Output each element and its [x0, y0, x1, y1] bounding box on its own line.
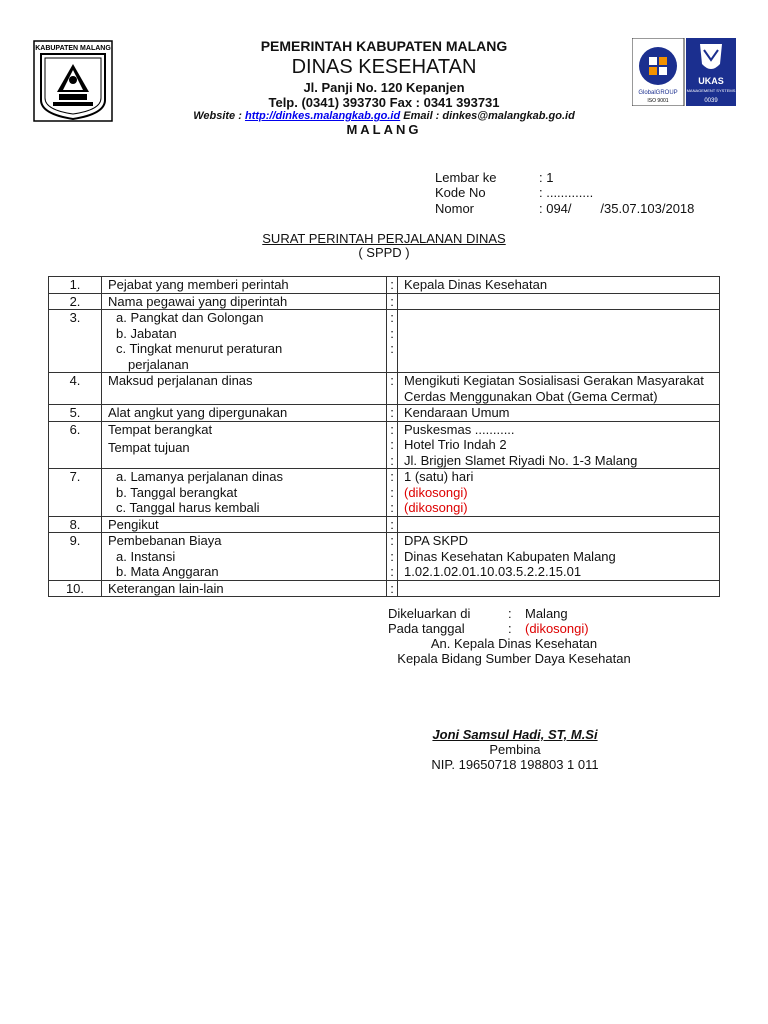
document-title: SURAT PERINTAH PERJALANAN DINAS [262, 231, 506, 246]
sub-label: b. Jabatan [116, 325, 177, 341]
sub-label: perjalanan [128, 356, 189, 372]
table-row [49, 277, 720, 294]
address-line: Jl. Panji No. 120 Kepanjen [303, 80, 465, 95]
row-number: 4. [49, 373, 102, 405]
signer-name: Joni Samsul Hadi, ST, M.Si [432, 727, 598, 742]
issued-at-label: Dikeluarkan di [388, 606, 471, 621]
row-value: Kepala Dinas Kesehatan [398, 277, 720, 294]
signer-rank: Pembina [489, 742, 541, 757]
row-label: Tempat berangkat Tempat tujuan [102, 421, 387, 469]
logo-left-label: KABUPATEN MALANG [35, 45, 111, 52]
row-value [398, 516, 720, 533]
table-row [49, 405, 720, 422]
row-number: 10. [49, 580, 102, 597]
meta-value: : 1 [539, 170, 554, 185]
meta-key: Kode No [435, 185, 486, 200]
cert-group-label: GlobalGROUP [638, 90, 678, 96]
cert-num-label: 0039 [704, 98, 718, 104]
issued-date-value: (dikosongi) [525, 621, 589, 636]
meta-value: : 094/ /35.07.103/2018 [539, 201, 695, 216]
row-colon: : [387, 373, 398, 405]
table-row [49, 421, 720, 469]
meta-value: : ............. [539, 185, 594, 200]
row-colon: : [387, 277, 398, 294]
row-value: Kendaraan Umum [398, 405, 720, 422]
row-label: Maksud perjalanan dinas [102, 373, 387, 405]
website-link[interactable]: http://dinkes.malangkab.go.id [244, 110, 401, 122]
row-number: 9. [49, 533, 102, 581]
table-row [49, 533, 720, 581]
cert-ukas-label: UKAS [698, 76, 724, 86]
row-value [398, 293, 720, 310]
row-label: Nama pegawai yang diperintah [102, 293, 387, 310]
row-colon: : [387, 516, 398, 533]
sub-label: c. Tingkat menurut peraturan [116, 341, 283, 356]
empty-date-note: (dikosongi) [404, 484, 468, 500]
row-value: DPA SKPD Dinas Kesehatan Kabupaten Malang 1.02.1.02.01.10.03.5.2.2.15.01 [398, 533, 720, 581]
row-colon: : : : [387, 533, 398, 581]
row-label [102, 310, 387, 373]
signer-nip: NIP. 19650718 198803 1 011 [431, 757, 599, 772]
row-value: Mengikuti Kegiatan Sosialisasi Gerakan Masyarakat Cerdas Menggunakan Obat (Gema Cermat) [398, 373, 720, 405]
row-number: 3. [49, 310, 102, 373]
meta-key: Nomor [435, 201, 475, 216]
row-value: 1 (satu) hari (dikosongi) (dikosongi) [398, 469, 720, 517]
meta-key: Lembar ke [435, 170, 497, 185]
on-behalf-line: An. Kepala Dinas Kesehatan [430, 636, 598, 651]
issued-at-colon: : [508, 606, 512, 621]
agency-name: DINAS KESEHATAN [291, 56, 477, 78]
position-line: Kepala Bidang Sumber Daya Kesehatan [397, 651, 631, 666]
row-colon: : [387, 405, 398, 422]
row-value: Puskesmas ........... Hotel Trio Indah 2 Jl. Brigjen Slamet Riyadi No. 1-3 Malang [398, 421, 720, 469]
phone-fax-line: Telp. (0341) 393730 Fax : 0341 393731 [268, 95, 500, 110]
email-address: dinkes@malangkab.go.id [442, 110, 575, 122]
row-colon: : [387, 580, 398, 597]
govt-name: PEMERINTAH KABUPATEN MALANG [260, 38, 508, 54]
row-number: 1. [49, 277, 102, 294]
sppd-table [48, 276, 720, 597]
row-value [398, 310, 720, 373]
issued-at-value: Malang [525, 606, 568, 621]
table-row [49, 516, 720, 533]
row-label: Pejabat yang memberi perintah [102, 277, 387, 294]
row-label: a. Lamanya perjalanan dinas b. Tanggal berangkat c. Tanggal harus kembali [102, 469, 387, 517]
table-row [49, 293, 720, 310]
table-row [49, 580, 720, 597]
row-label: Alat angkut yang dipergunakan [102, 405, 387, 422]
cert-iso-label: ISO 9001 [647, 98, 669, 104]
row-colon: : : : [387, 421, 398, 469]
certification-logos [632, 38, 736, 106]
row-number: 8. [49, 516, 102, 533]
row-number: 2. [49, 293, 102, 310]
issued-date-colon: : [508, 621, 512, 636]
email-label: Email : [403, 110, 440, 122]
row-number: 7. [49, 469, 102, 517]
cert-ukas-sub-label: MANAGEMENT SYSTEMS [686, 88, 736, 93]
row-label: Pengikut [102, 516, 387, 533]
row-label: Keterangan lain-lain [102, 580, 387, 597]
city-heading: MALANG [346, 122, 422, 137]
row-number: 5. [49, 405, 102, 422]
website-label: Website : [193, 110, 242, 122]
table-row [49, 310, 720, 373]
row-colon: : : : [387, 310, 398, 373]
sub-label: a. Pangkat dan Golongan [116, 310, 264, 325]
row-value [398, 580, 720, 597]
table-row [49, 373, 720, 405]
empty-date-note: (dikosongi) [404, 500, 468, 515]
website-email-line [0, 110, 768, 122]
issued-date-label: Pada tanggal [388, 621, 465, 636]
document-subtitle: ( SPPD ) [358, 245, 410, 260]
row-colon: : : : [387, 469, 398, 517]
row-number: 6. [49, 421, 102, 469]
row-colon: : [387, 293, 398, 310]
row-label: Pembebanan Biaya a. Instansi b. Mata Anggaran [102, 533, 387, 581]
table-row [49, 469, 720, 517]
